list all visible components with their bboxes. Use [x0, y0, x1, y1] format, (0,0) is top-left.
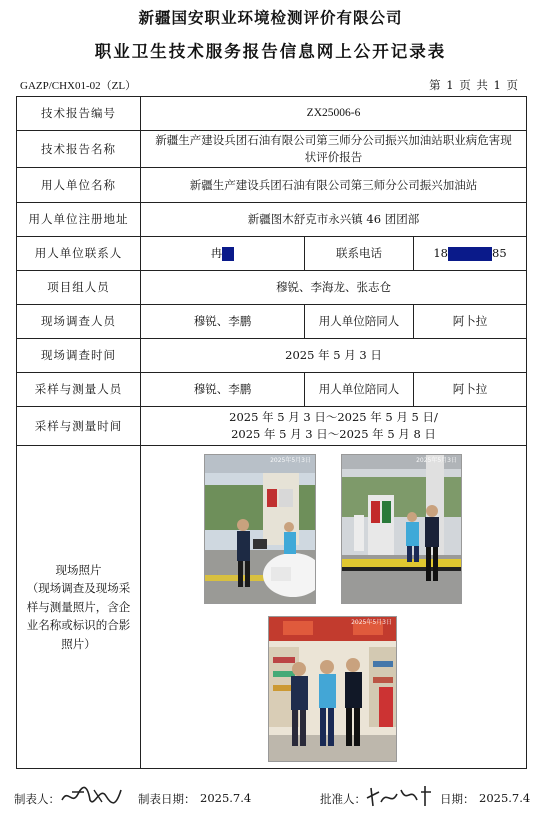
- sampling-time-label: 采样与测量时间: [17, 407, 141, 446]
- row-photos: [17, 446, 527, 769]
- row-report-name: [17, 131, 527, 168]
- sampling-companion-value: 阿卜拉: [414, 373, 527, 407]
- prepared-date-label: 制表日期：: [138, 792, 196, 806]
- photo-date-stamp: 2025年5月3日: [416, 457, 457, 464]
- approved-date-label: 日期：: [440, 792, 475, 806]
- row-project-members: [17, 271, 527, 305]
- row-contact: [17, 237, 527, 271]
- employer-address-value: 新疆图木舒克市永兴镇 46 团团部: [141, 203, 527, 237]
- report-name-label: 技术报告名称: [17, 131, 141, 168]
- company-title: 新疆国安职业环境检测评价有限公司: [138, 8, 403, 27]
- photos-label: 现场照片 （现场调查及现场采样与测量照片，含企业名称或标识的合影照片）: [17, 446, 141, 769]
- sampling-time-line-1: 2025 年 5 月 3 日～2025 年 5 月 5 日/: [229, 410, 438, 425]
- form-code: GAZP/CHX01-02（ZL）: [20, 80, 137, 92]
- survey-time-label: 现场调查时间: [17, 339, 141, 373]
- survey-time-value: 2025 年 5 月 3 日: [141, 339, 527, 373]
- survey-companion-label: 用人单位陪同人: [305, 305, 414, 339]
- site-photo-1: [204, 454, 316, 604]
- survey-staff-value: 穆锐、李鹏: [141, 305, 305, 339]
- contact-name: [141, 237, 305, 271]
- photo-date-stamp: 2025年5月3日: [351, 619, 392, 626]
- employer-name-value: 新疆生产建设兵团石油有限公司第三师分公司振兴加油站: [141, 168, 527, 203]
- approved-date: 2025.7.4: [479, 791, 531, 805]
- redaction-mark: [448, 247, 492, 261]
- row-survey-time: [17, 339, 527, 373]
- sampling-staff-value: 穆锐、李鹏: [141, 373, 305, 407]
- photos-cell: [141, 446, 527, 769]
- row-employer-name: [17, 168, 527, 203]
- row-sampling-time: [17, 407, 527, 446]
- report-no-label: 技术报告编号: [17, 97, 141, 131]
- contact-label: 用人单位联系人: [17, 237, 141, 271]
- photo-date-stamp: 2025年5月3日: [270, 457, 311, 464]
- redaction-mark: [222, 247, 234, 261]
- approver-signature: [363, 784, 435, 815]
- phone-label: 联系电话: [305, 237, 414, 271]
- report-name-value: 新疆生产建设兵团石油有限公司第三师分公司振兴加油站职业病危害现状评价报告: [141, 131, 527, 168]
- row-report-no: [17, 97, 527, 131]
- footer: [0, 786, 541, 810]
- preparer-signature: [58, 784, 124, 813]
- prepared-date: 2025.7.4: [200, 791, 252, 805]
- record-table: [16, 96, 527, 769]
- prepared-by-label: 制表人：: [14, 792, 60, 806]
- form-title: 职业卫生技术服务报告信息网上公开记录表: [94, 42, 447, 61]
- survey-staff-label: 现场调查人员: [17, 305, 141, 339]
- site-photo-3: [268, 616, 397, 762]
- employer-address-label: 用人单位注册地址: [17, 203, 141, 237]
- row-sampling-staff: [17, 373, 527, 407]
- project-members-label: 项目组人员: [17, 271, 141, 305]
- employer-name-label: 用人单位名称: [17, 168, 141, 203]
- approved-by-label: 批准人：: [320, 792, 366, 806]
- sampling-staff-label: 采样与测量人员: [17, 373, 141, 407]
- sampling-time-value: [141, 407, 527, 446]
- site-photo-2: [341, 454, 462, 604]
- row-survey-staff: [17, 305, 527, 339]
- report-no-value: ZX25006-6: [141, 97, 527, 131]
- contact-name-text: 冉: [210, 246, 223, 261]
- row-employer-address: [17, 203, 527, 237]
- page-info: 第 1 页 共 1 页: [429, 78, 519, 92]
- phone-suffix: 85: [492, 246, 507, 261]
- phone-value: [414, 237, 527, 271]
- project-members-value: 穆锐、李海龙、张志仓: [141, 271, 527, 305]
- sampling-companion-label: 用人单位陪同人: [305, 373, 414, 407]
- survey-companion-value: 阿卜拉: [414, 305, 527, 339]
- phone-prefix: 18: [433, 246, 448, 261]
- sampling-time-line-2: 2025 年 5 月 3 日～2025 年 5 月 8 日: [231, 427, 436, 441]
